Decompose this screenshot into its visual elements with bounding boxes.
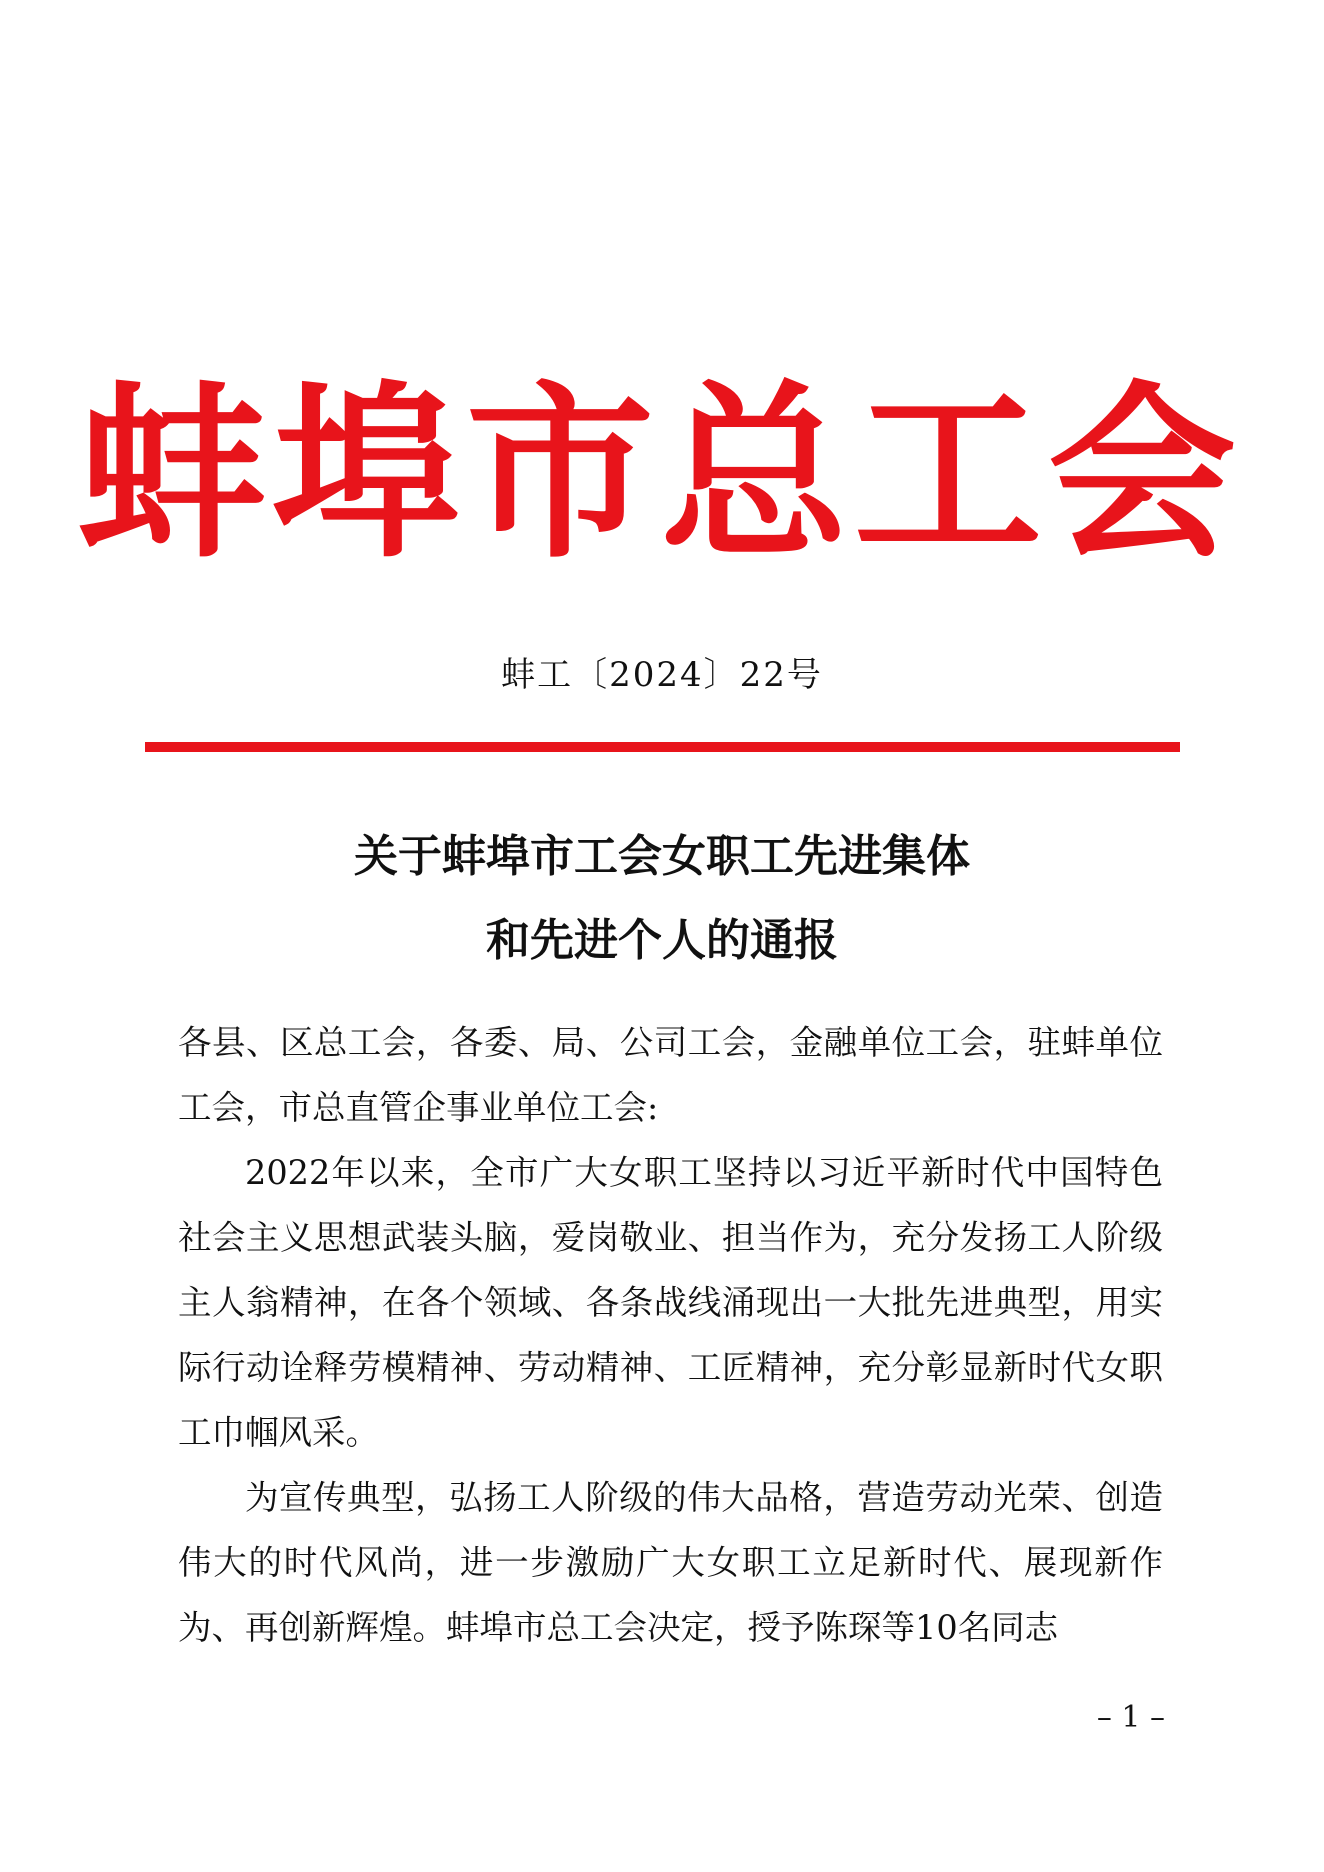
masthead-org-name: 蚌埠市总工会: [78, 365, 1242, 584]
page-number: – 1 –: [1096, 1700, 1165, 1735]
salutation: 各县、区总工会，各委、局、公司工会，金融单位工会，驻蚌单位工会，市总直管企事业单位工会:: [178, 1023, 1163, 1127]
red-divider-line: [145, 742, 1180, 752]
document-title: [0, 815, 1324, 983]
document-number: 蚌工〔2024〕22号: [501, 655, 823, 695]
title-line-1: 关于蚌埠市工会女职工先进集体: [354, 831, 970, 882]
body-paragraph-1: 2022年以来，全市广大女职工坚持以习近平新时代中国特色社会主义思想武装头脑，爱岗敬业、担当作为，充分发扬工人阶级主人翁精神，在各个领域、各条战线涌现出一大批先进典型，用实际行动诠释劳模精神、劳动精神、工匠精神，充分彰显新时代女职工巾帼风采。: [178, 1153, 1163, 1452]
body-paragraph-2: 为宣传典型，弘扬工人阶级的伟大品格，营造劳动光荣、创造伟大的时代风尚，进一步激励广大女职工立足新时代、展现新作为、再创新辉煌。蚌埠市总工会决定，授予陈琛等10名同志: [178, 1478, 1163, 1647]
title-line-2: 和先进个人的通报: [486, 915, 838, 966]
document-body: [178, 1010, 1163, 1660]
